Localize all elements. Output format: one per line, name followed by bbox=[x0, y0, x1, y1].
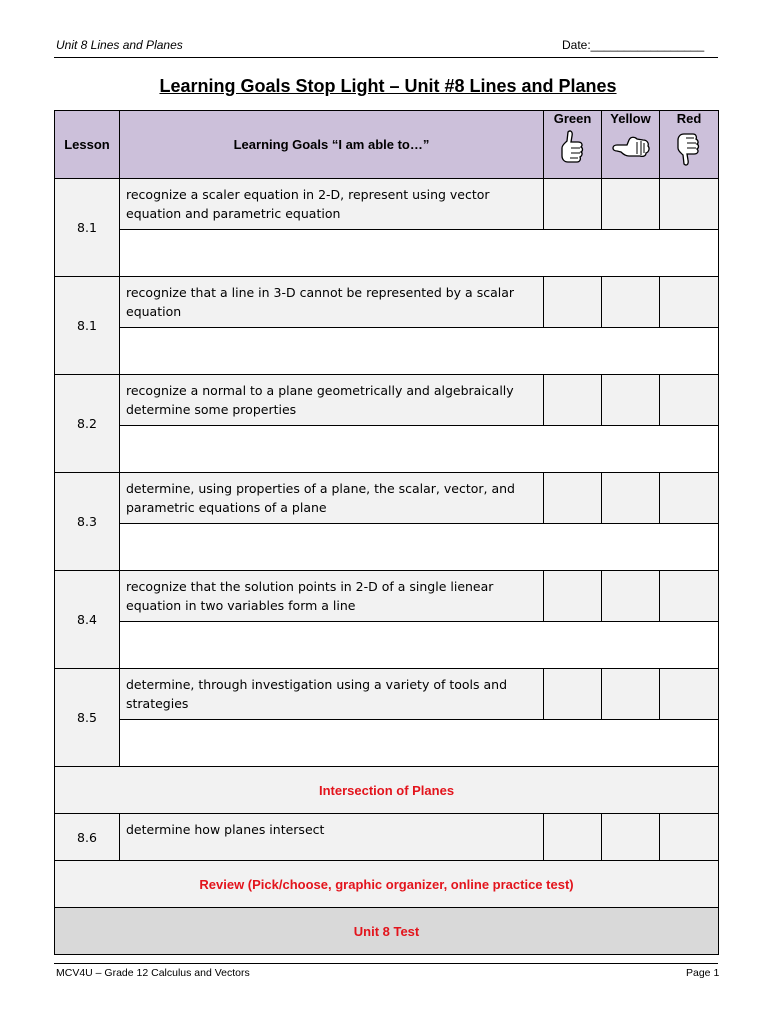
column-header-green bbox=[544, 111, 602, 179]
red-check-cell[interactable] bbox=[660, 375, 719, 426]
green-label: Green bbox=[553, 111, 592, 126]
lesson-number: 8.1 bbox=[55, 179, 120, 277]
learning-goal-text: recognize that the solution points in 2-D of a single lienear equation in two variables form a line bbox=[120, 571, 544, 622]
yellow-check-cell[interactable] bbox=[602, 571, 660, 622]
notes-cell[interactable] bbox=[120, 230, 719, 277]
thumbs-sideways-icon bbox=[609, 128, 653, 168]
section-intersection-of-planes: Intersection of Planes bbox=[55, 767, 719, 814]
learning-goal-text: recognize a normal to a plane geometrically and algebraically determine some properties bbox=[120, 375, 544, 426]
red-check-cell[interactable] bbox=[660, 571, 719, 622]
notes-cell[interactable] bbox=[120, 426, 719, 473]
column-header-red bbox=[660, 111, 719, 179]
green-check-cell[interactable] bbox=[544, 473, 602, 524]
red-label: Red bbox=[676, 111, 702, 126]
notes-cell[interactable] bbox=[120, 524, 719, 571]
yellow-check-cell[interactable] bbox=[602, 669, 660, 720]
footer-rule bbox=[54, 963, 718, 964]
red-check-cell[interactable] bbox=[660, 669, 719, 720]
lesson-number: 8.6 bbox=[55, 814, 120, 861]
column-header-lesson: Lesson bbox=[55, 111, 120, 179]
yellow-check-cell[interactable] bbox=[602, 473, 660, 524]
notes-cell[interactable] bbox=[120, 720, 719, 767]
notes-cell[interactable] bbox=[120, 328, 719, 375]
green-check-cell[interactable] bbox=[544, 669, 602, 720]
red-check-cell[interactable] bbox=[660, 473, 719, 524]
header-unit-title: Unit 8 Lines and Planes bbox=[56, 38, 183, 52]
green-check-cell[interactable] bbox=[544, 571, 602, 622]
column-header-goals: Learning Goals “I am able to…” bbox=[120, 111, 544, 179]
learning-goal-text: recognize that a line in 3-D cannot be represented by a scalar equation bbox=[120, 277, 544, 328]
learning-goal-text: determine, using properties of a plane, the scalar, vector, and parametric equations of a plane bbox=[120, 473, 544, 524]
red-check-cell[interactable] bbox=[660, 814, 719, 861]
learning-goals-table bbox=[54, 110, 719, 955]
lesson-number: 8.2 bbox=[55, 375, 120, 473]
green-check-cell[interactable] bbox=[544, 277, 602, 328]
lesson-number: 8.3 bbox=[55, 473, 120, 571]
yellow-check-cell[interactable] bbox=[602, 179, 660, 230]
section-review: Review (Pick/choose, graphic organizer, online practice test) bbox=[55, 861, 719, 908]
header-rule bbox=[54, 57, 718, 58]
green-check-cell[interactable] bbox=[544, 375, 602, 426]
page-title: Learning Goals Stop Light – Unit #8 Lines and Planes bbox=[159, 76, 617, 96]
column-header-yellow bbox=[602, 111, 660, 179]
red-check-cell[interactable] bbox=[660, 179, 719, 230]
green-check-cell[interactable] bbox=[544, 814, 602, 861]
lesson-number: 8.5 bbox=[55, 669, 120, 767]
red-check-cell[interactable] bbox=[660, 277, 719, 328]
footer-page-number: Page 1 bbox=[686, 967, 720, 979]
yellow-label: Yellow bbox=[610, 111, 651, 126]
header-date-label: Date:_________________ bbox=[562, 38, 705, 52]
green-check-cell[interactable] bbox=[544, 179, 602, 230]
lesson-number: 8.1 bbox=[55, 277, 120, 375]
section-unit-test: Unit 8 Test bbox=[55, 908, 719, 955]
yellow-check-cell[interactable] bbox=[602, 277, 660, 328]
lesson-number: 8.4 bbox=[55, 571, 120, 669]
footer-course: MCV4U – Grade 12 Calculus and Vectors bbox=[56, 967, 250, 979]
learning-goal-text: recognize a scaler equation in 2-D, represent using vector equation and parametric equation bbox=[120, 179, 544, 230]
notes-cell[interactable] bbox=[120, 622, 719, 669]
thumbs-up-icon bbox=[556, 128, 590, 168]
learning-goal-text: determine, through investigation using a variety of tools and strategies bbox=[120, 669, 544, 720]
yellow-check-cell[interactable] bbox=[602, 375, 660, 426]
thumbs-down-icon bbox=[672, 128, 706, 168]
yellow-check-cell[interactable] bbox=[602, 814, 660, 861]
learning-goal-text: determine how planes intersect bbox=[120, 814, 544, 861]
